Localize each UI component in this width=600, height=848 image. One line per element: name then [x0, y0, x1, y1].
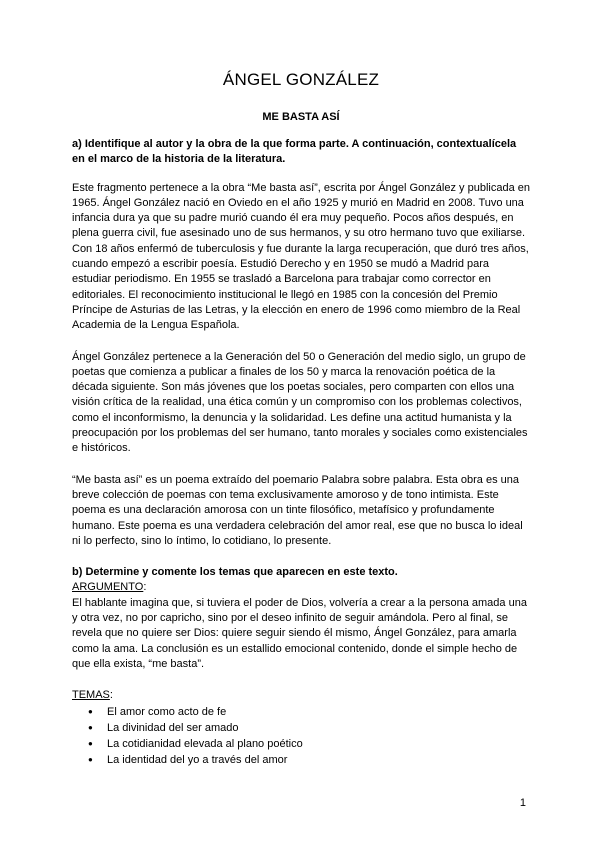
argumento-label: ARGUMENTO	[72, 581, 144, 594]
question-b: b) Determine y comente los temas que aparecen en este texto.	[72, 566, 398, 579]
temas-heading	[72, 688, 530, 703]
author-heading: ÁNGEL GONZÁLEZ	[222, 70, 380, 89]
question-a: a) Identifique al autor y la obra de la que forma parte. A continuación, contextualícela en el marco de la historia de la literatura.	[72, 138, 517, 166]
argumento-text: El hablante imagina que, si tuviera el poder de Dios, volvería a crear a la persona amada una y otra vez, no por capricho, sino por el deseo infinito de seguir amándola. Pero al final, se revela que no quiere ser Dios: quiere seguir siendo él mismo, Ángel González, para amarla como la ama. La conclusión es un estallido emocional contenido, donde el simple hecho de que ella exista, “me basta”.	[72, 596, 527, 670]
poem-heading: ME BASTA ASÍ	[262, 111, 340, 123]
page-number: 1	[519, 797, 526, 809]
list-item: ● La cotidianidad elevada al plano poético	[88, 736, 530, 752]
temas-list	[72, 704, 530, 769]
argumento-heading	[72, 580, 530, 595]
list-item: ● El amor como acto de fe	[88, 704, 530, 720]
temas-colon: :	[109, 689, 113, 702]
document-page	[72, 70, 530, 769]
list-item: ● La divinidad del ser amado	[88, 720, 530, 736]
paragraph-poem: “Me basta así” es un poema extraído del poemario Palabra sobre palabra. Esta obra es una breve colección de poemas con tema exclusivamente amoroso y de tono intimista. Este poema es una declaración amorosa con un tinte filosófico, metafísico y profundamente humano. Este poema es una verdadera celebración del amor real, ese que no busca lo ideal ni lo perfecto, sino lo íntimo, lo cotidiano, lo presente.	[72, 473, 523, 547]
paragraph-biography: Este fragmento pertenece a la obra “Me basta así”, escrita por Ángel González y publicada en 1965. Ángel González nació en Oviedo en el año 1925 y murió en Madrid en 2008. Tuvo una infancia dura ya que su padre murió cuando él era muy pequeño. Pocos años después, en plena guerra civil, fue asesinado uno de sus hermanos, y su otro hermano tuvo que exiliarse. Con 18 años enfermó de tuberculosis y fue durante la larga recuperación, que duró tres años, cuando empezó a escribir poesía. Estudió Derecho y en 1950 se mudó a Madrid para estudiar periodismo. En 1955 se trasladó a Barcelona para trabajar como corrector en editoriales. El reconocimiento institucional le llegó en 1985 con la concesión del Premio Príncipe de Asturias de las Letras, y la elección en enero de 1996 como miembro de la Real Academia de la Lengua Española.	[72, 181, 530, 332]
argumento-colon: :	[143, 581, 147, 594]
temas-label: TEMAS	[72, 689, 110, 702]
list-item: ● La identidad del yo a través del amor	[88, 752, 530, 768]
paragraph-generation: Ángel González pertenece a la Generación del 50 o Generación del medio siglo, un grupo de poetas que comienza a publicar a finales de los 50 y marca la renovación poética de la década siguiente. Son más jóvenes que los poetas sociales, pero comparten con ellos una visión crítica de la realidad, una ética común y un compromiso con los problemas colectivos, como el inconformismo, la denuncia y la solidaridad. Les define una actitud humanista y la preocupación por los problemas del ser humano, tanto morales y sociales como existenciales e históricos.	[72, 350, 528, 455]
